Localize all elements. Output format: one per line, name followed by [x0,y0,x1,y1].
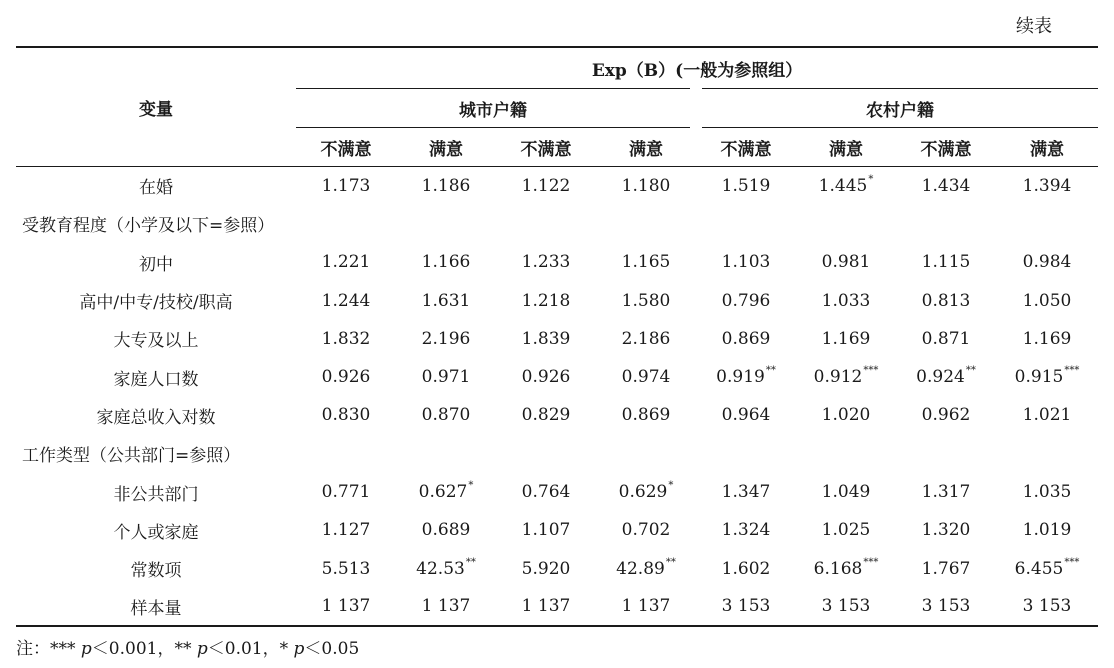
group-header-rural: 农村户籍 [696,89,1098,128]
coef-value: 1.602 [721,558,771,579]
coef-value: 0.924 [916,367,965,388]
coef-value: 1.221 [321,252,371,273]
note-stars-2: ** [174,639,192,659]
coef-value: 1.244 [321,290,371,311]
coef-cell [696,320,796,358]
table-row [16,396,1098,434]
coef-cell [596,549,696,587]
coef-cell [996,511,1098,549]
coef-cell [996,167,1098,205]
coef-value: 1.173 [321,175,371,196]
coef-cell [496,511,596,549]
note-threshold-2: ＜0.01， [207,639,280,659]
coef-value: 1.839 [521,328,571,349]
coef-cell [896,320,996,358]
coef-cell [896,549,996,587]
coef-cell [396,549,496,587]
coef-cell [996,473,1098,511]
coef-value: 0.629 [618,482,668,503]
coef-value: 0.962 [921,405,971,426]
coef-value: 1.347 [721,482,771,503]
coef-value: 1.103 [721,252,771,273]
coef-cell [396,473,496,511]
coef-value: 1 137 [421,596,471,617]
coef-cell [396,588,496,626]
coef-cell [696,435,796,473]
note-p-symbol: p [80,639,92,659]
significance-note [16,634,359,659]
coef-value: 1.317 [921,482,971,503]
coef-cell [696,511,796,549]
coef-cell [696,549,796,587]
coef-cell [596,358,696,396]
subheader-cell: 不满意 [496,128,596,167]
coef-cell [396,435,496,473]
coef-cell [796,435,896,473]
significance-stars: * [668,480,674,492]
coef-value: 1 137 [521,596,571,617]
coef-value: 1.169 [821,328,871,349]
variable-label: 常数项 [130,561,182,582]
coef-cell [496,473,596,511]
note-stars-1: *** [50,639,76,659]
coef-value: 1.033 [821,290,871,311]
coef-value: 1.127 [321,520,371,541]
coef-value: 0.764 [521,482,571,503]
coef-cell [796,358,896,396]
coef-cell [396,205,496,243]
significance-stars: *** [863,365,879,377]
coef-cell [896,243,996,281]
coef-value: 0.984 [1022,252,1072,273]
coef-cell [996,358,1098,396]
coef-cell [796,588,896,626]
coef-cell [496,396,596,434]
coef-value: 1 137 [621,596,671,617]
variable-label: 受教育程度（小学及以下=参照） [22,216,275,237]
coef-cell [996,435,1098,473]
exp-b-header: Exp（B）(一般为参照组） [296,47,1098,89]
coef-value: 3 153 [821,596,871,617]
coef-cell [496,243,596,281]
coef-cell [796,511,896,549]
coef-cell [296,588,396,626]
coef-value: 1.631 [421,290,471,311]
coef-cell [696,358,796,396]
coef-cell [296,167,396,205]
coef-cell [396,167,496,205]
significance-stars: * [468,480,474,492]
coef-value: 1.832 [321,328,371,349]
coef-cell [596,473,696,511]
coef-cell [296,549,396,587]
coef-value: 2.186 [621,328,671,349]
coef-cell [596,320,696,358]
table-row [16,473,1098,511]
coef-cell [496,167,596,205]
coef-cell [296,205,396,243]
coef-value: 0.926 [321,367,371,388]
note-p-symbol: p [293,639,305,659]
coef-value: 1.021 [1022,405,1072,426]
coef-value: 1.019 [1022,520,1072,541]
coef-value: 1.580 [621,290,671,311]
table-body [16,167,1098,627]
significance-stars: ** [665,556,676,568]
coef-value: 0.915 [1014,367,1064,388]
coef-cell [496,205,596,243]
coef-value: 0.974 [621,367,671,388]
variable-label: 高中/中专/技校/职高 [79,293,233,314]
subheader-cell: 满意 [596,128,696,167]
coef-cell [596,435,696,473]
coef-cell [396,358,496,396]
coef-cell [996,588,1098,626]
variable-label: 初中 [139,254,173,275]
significance-stars: *** [1064,365,1080,377]
table-row [16,588,1098,626]
coef-cell [896,396,996,434]
coef-value: 42.53 [416,558,465,579]
coef-cell [796,473,896,511]
significance-stars: *** [1064,556,1080,568]
coef-value: 1.320 [921,520,971,541]
subheader-cell: 满意 [796,128,896,167]
coef-cell [496,435,596,473]
coef-value: 3 153 [921,596,971,617]
coef-cell [396,511,496,549]
coef-cell [896,205,996,243]
coef-value: 1.180 [621,175,671,196]
coef-cell [296,435,396,473]
variable-header: 变量 [16,47,296,167]
table-row [16,281,1098,319]
table-row [16,358,1098,396]
coef-cell [696,588,796,626]
coef-value: 0.871 [921,328,971,349]
coef-value: 0.869 [621,405,671,426]
group-header-urban: 城市户籍 [296,89,696,128]
coef-value: 1.233 [521,252,571,273]
coef-value: 1.020 [821,405,871,426]
coef-cell [696,243,796,281]
subheader-cell: 满意 [396,128,496,167]
significance-stars: ** [465,556,476,568]
coef-cell [596,205,696,243]
coef-value: 0.796 [721,290,771,311]
coef-cell [496,281,596,319]
table-row [16,511,1098,549]
coef-cell [996,396,1098,434]
coef-cell [796,396,896,434]
coef-value: 0.627 [418,482,468,503]
significance-stars: ** [965,365,976,377]
table-row [16,549,1098,587]
note-p-symbol: p [196,639,208,659]
coef-value: 1.025 [821,520,871,541]
variable-label: 大专及以上 [113,331,199,352]
coef-cell [896,511,996,549]
coef-value: 3 153 [721,596,771,617]
coef-cell [596,588,696,626]
coef-cell [296,243,396,281]
variable-label: 家庭人口数 [113,369,199,390]
coef-cell [596,167,696,205]
coef-value: 0.912 [813,367,863,388]
coef-value: 6.168 [813,558,863,579]
coef-value: 42.89 [616,558,665,579]
coef-value: 1 137 [321,596,371,617]
table-row [16,320,1098,358]
variable-label: 样本量 [16,588,296,626]
coef-cell [296,320,396,358]
coef-cell [296,473,396,511]
coef-cell [496,320,596,358]
coef-cell [796,320,896,358]
subheader-cell: 不满意 [896,128,996,167]
coef-cell [396,281,496,319]
significance-stars: *** [863,556,879,568]
coef-cell [596,281,696,319]
coef-value: 0.813 [921,290,971,311]
subheader-cell: 满意 [996,128,1098,167]
coef-cell [396,243,496,281]
coef-cell [996,320,1098,358]
coef-cell [796,205,896,243]
coef-cell [496,549,596,587]
coef-cell [296,281,396,319]
note-threshold-1: ＜0.001， [91,639,175,659]
coef-value: 5.920 [521,558,571,579]
coef-cell [896,435,996,473]
coef-value: 1.434 [921,175,971,196]
variable-label: 在婚 [139,178,173,199]
note-prefix: 注： [16,639,50,659]
coef-value: 1.049 [821,482,871,503]
coef-value: 1.445 [818,175,868,196]
variable-label: 非公共部门 [113,484,199,505]
coef-cell [696,473,796,511]
subheader-cell: 不满意 [296,128,396,167]
coef-value: 1.186 [421,175,471,196]
header-row-exp [16,47,1098,89]
coef-value: 1.035 [1022,482,1072,503]
coef-cell [696,167,796,205]
variable-label: 个人或家庭 [113,522,199,543]
coef-cell [596,396,696,434]
coef-value: 0.926 [521,367,571,388]
note-stars-3: * [279,639,289,659]
coef-value: 0.981 [821,252,871,273]
coef-value: 2.196 [421,328,471,349]
coef-cell [296,511,396,549]
table-row [16,435,1098,473]
coef-value: 0.964 [721,405,771,426]
table-row [16,243,1098,281]
coef-cell [896,281,996,319]
coef-value: 5.513 [321,558,371,579]
coef-value: 1.115 [921,252,971,273]
coef-value: 0.689 [421,520,471,541]
coef-cell [996,205,1098,243]
coef-value: 3 153 [1022,596,1072,617]
significance-stars: * [868,173,874,185]
table-row [16,167,1098,205]
regression-table [16,46,1098,627]
significance-stars: ** [765,365,776,377]
coef-cell [496,358,596,396]
note-threshold-3: ＜0.05 [304,639,360,659]
variable-label: 工作类型（公共部门=参照） [22,446,241,467]
coef-cell [996,243,1098,281]
coef-value: 1.166 [421,252,471,273]
coef-cell [396,396,496,434]
coef-cell [696,396,796,434]
coef-value: 1.107 [521,520,571,541]
coef-value: 1.165 [621,252,671,273]
coef-cell [796,549,896,587]
coef-cell [796,167,896,205]
coef-value: 1.324 [721,520,771,541]
coef-cell [896,473,996,511]
coef-cell [596,243,696,281]
coef-value: 6.455 [1014,558,1064,579]
coef-value: 0.771 [321,482,371,503]
coef-cell [496,588,596,626]
coef-cell [296,358,396,396]
subheader-cell: 不满意 [696,128,796,167]
coef-value: 1.122 [521,175,571,196]
coef-value: 0.829 [521,405,571,426]
coef-cell [796,281,896,319]
coef-value: 1.050 [1022,290,1072,311]
coef-cell [796,243,896,281]
coef-cell [696,205,796,243]
coef-value: 0.702 [621,520,671,541]
coef-cell [696,281,796,319]
coef-value: 0.971 [421,367,471,388]
coef-cell [996,549,1098,587]
coef-cell [896,588,996,626]
coef-value: 1.519 [721,175,771,196]
coef-value: 0.870 [421,405,471,426]
coef-cell [996,281,1098,319]
coef-cell [396,320,496,358]
coef-value: 1.169 [1022,328,1072,349]
variable-label: 家庭总收入对数 [96,407,216,428]
coef-value: 0.830 [321,405,371,426]
coef-cell [596,511,696,549]
table-row [16,205,1098,243]
coef-value: 0.919 [716,367,765,388]
coef-value: 1.767 [921,558,971,579]
coef-value: 0.869 [721,328,771,349]
coef-value: 1.394 [1022,175,1072,196]
continued-label: 续表 [1016,16,1052,37]
coef-cell [296,396,396,434]
coef-cell [896,167,996,205]
coef-cell [896,358,996,396]
coef-value: 1.218 [521,290,571,311]
